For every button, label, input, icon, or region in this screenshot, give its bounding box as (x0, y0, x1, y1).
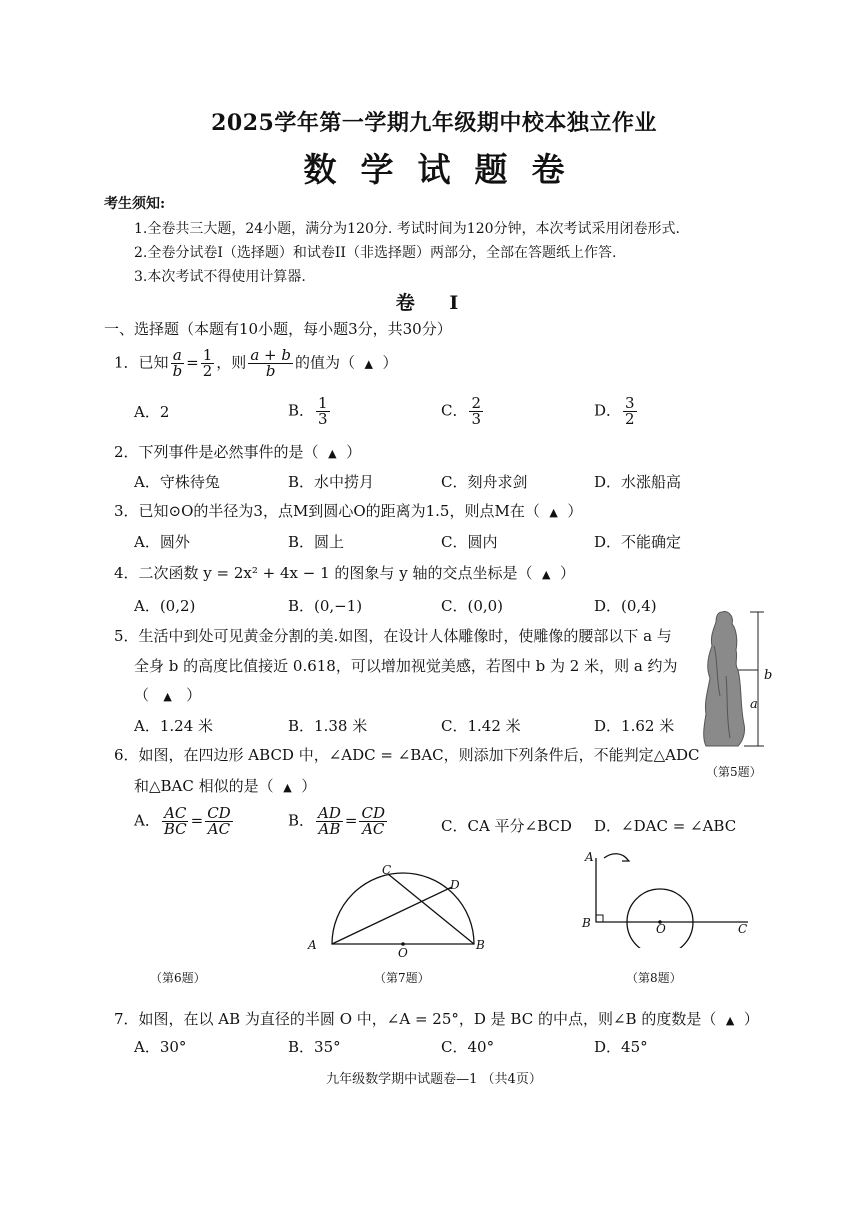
fig7-label-c: C (382, 863, 392, 877)
q4-option-b: B．(0,−1) (288, 597, 363, 615)
fig7-label-a: A (308, 938, 317, 952)
q2-option-c: C．刻舟求剑 (441, 473, 528, 491)
q5-option-c: C．1.42 米 (441, 717, 521, 735)
question-3: 3．已知⊙O的半径为3，点M到圆心O的距离为1.5，则点M在（ ▲ ） (114, 502, 583, 520)
q4-option-a: A．(0,2) (134, 597, 196, 615)
q7-option-c: C．40° (441, 1038, 495, 1056)
figure-8-caption: （第8题） (626, 971, 682, 985)
q3-option-d: D．不能确定 (594, 533, 682, 551)
fig8-label-o: O (656, 922, 666, 936)
q1-post: 的值为（ (294, 353, 355, 372)
answer-blank-icon: ▲ (549, 506, 558, 519)
answer-blank-icon: ▲ (725, 1014, 735, 1027)
question-7: 7．如图，在以 AB 为直径的半圆 O 中，∠A = 25°，D 是 BC 的中点，则∠B 的度数是（ ▲ ） (114, 1010, 759, 1028)
question-6-line-1: 6．如图，在四边形 ABCD 中，∠ADC = ∠BAC，则添加下列条件后，不能判定△ADC (114, 746, 700, 764)
question-5-line-3: （ ▲ ） (134, 686, 202, 704)
q2-option-a: A．守株待兔 (134, 473, 220, 491)
question-5-line-1: 5．生活中到处可见黄金分割的美.如图，在设计人体雕像时，使雕像的腰部以下 a 与 (114, 627, 672, 645)
q7-option-d: D．45° (594, 1038, 648, 1056)
q1-fraction-sum: $\frac{a + b}{b}$ (250, 346, 291, 380)
exam-subtitle: 数学试题卷 (303, 150, 589, 189)
answer-blank-icon: ▲ (163, 690, 172, 703)
q6-option-c: C．CA 平分∠BCD (441, 817, 572, 835)
fig7-label-o: O (398, 946, 408, 960)
q1-eq: = (186, 353, 199, 372)
answer-blank-icon: ▲ (283, 781, 292, 794)
q5-option-a: A．1.24 米 (134, 717, 213, 735)
figure-6-caption: （第6题） (150, 971, 206, 985)
exam-title: 2025学年第一学期九年级期中校本独立作业 (211, 110, 657, 136)
q1-pre: 已知 (138, 353, 169, 372)
fig8-label-c: C (738, 922, 748, 936)
fig7-label-b: B (476, 938, 485, 952)
q7-option-a: A．30° (134, 1038, 187, 1056)
notice-item: 1.全卷共三大题，24小题，满分为120分. 考试时间为120分钟，本次考试采用闭卷形式. (134, 221, 680, 237)
q2-option-b: B．水中捞月 (288, 473, 375, 491)
question-4: 4．二次函数 y = 2x² + 4x − 1 的图象与 y 轴的交点坐标是（ ▲ ） (114, 564, 576, 582)
statue-label-a: a (750, 697, 758, 712)
q6-option-b: B． $\frac{AD}{AB}$ = $\frac{CD}{AC}$ (288, 804, 385, 838)
figure-5-caption: （第5题） (706, 765, 762, 779)
q3-option-b: B．圆上 (288, 533, 345, 551)
q1-num: 1． (114, 353, 139, 372)
q1-fraction-a-b: $\frac{a}{b}$ (172, 346, 183, 380)
q1-option-b: B． $\frac{1}{3}$ (288, 394, 328, 428)
q4-option-c: C．(0,0) (441, 597, 504, 615)
q1-option-a: A．2 (134, 403, 170, 421)
q5-option-d: D．1.62 米 (594, 717, 675, 735)
q6-option-d: D．∠DAC = ∠ABC (594, 817, 737, 835)
q7-option-b: B．35° (288, 1038, 341, 1056)
q2-option-d: D．水涨船高 (594, 473, 682, 491)
q4-option-d: D．(0,4) (594, 597, 657, 615)
q1-close: ） (382, 353, 398, 372)
paper-label: 卷 I (395, 292, 473, 314)
statue-label-b: b (764, 668, 773, 683)
statue-figure (692, 606, 792, 756)
question-1 (114, 348, 398, 379)
q1-mid: ，则 (216, 353, 247, 372)
q3-option-c: C．圆内 (441, 533, 498, 551)
q3-option-a: A．圆外 (134, 533, 190, 551)
answer-blank-icon: ▲ (542, 568, 551, 581)
fig7-label-d: D (450, 878, 460, 892)
fig8-label-a: A (585, 850, 594, 864)
question-2: 2．下列事件是必然事件的是（ ▲ ） (114, 443, 362, 461)
q1-fraction-half: $\frac{1}{2}$ (202, 346, 213, 380)
figure-7-caption: （第7题） (374, 971, 430, 985)
rotation-figure (586, 848, 756, 948)
question-6-line-2: 和△BAC 相似的是（ ▲ ） (134, 777, 317, 795)
page-footer: 九年级数学期中试题卷—1 （共4页） (326, 1072, 542, 1087)
answer-blank-icon: ▲ (328, 447, 337, 460)
q6-option-a: A． $\frac{AC}{BC}$ = $\frac{CD}{AC}$ (134, 804, 231, 838)
q1-option-c: C． $\frac{2}{3}$ (441, 394, 482, 428)
answer-blank-icon: ▲ (364, 357, 373, 371)
q1-option-d: D． $\frac{3}{2}$ (594, 394, 635, 428)
question-5-line-2: 全身 b 的高度比值接近 0.618，可以增加视觉美感，若图中 b 为 2 米，则 a 约为 (134, 657, 678, 675)
part-heading: 一、选择题（本题有10小题，每小题3分，共30分） (104, 320, 452, 338)
fig8-label-b: B (582, 916, 591, 930)
notice-item: 2.全卷分试卷I（选择题）和试卷II（非选择题）两部分，全部在答题纸上作答. (134, 245, 617, 261)
notice-item: 3.本次考试不得使用计算器. (134, 269, 306, 285)
notice-heading: 考生须知: (104, 196, 166, 212)
q5-option-b: B．1.38 米 (288, 717, 368, 735)
